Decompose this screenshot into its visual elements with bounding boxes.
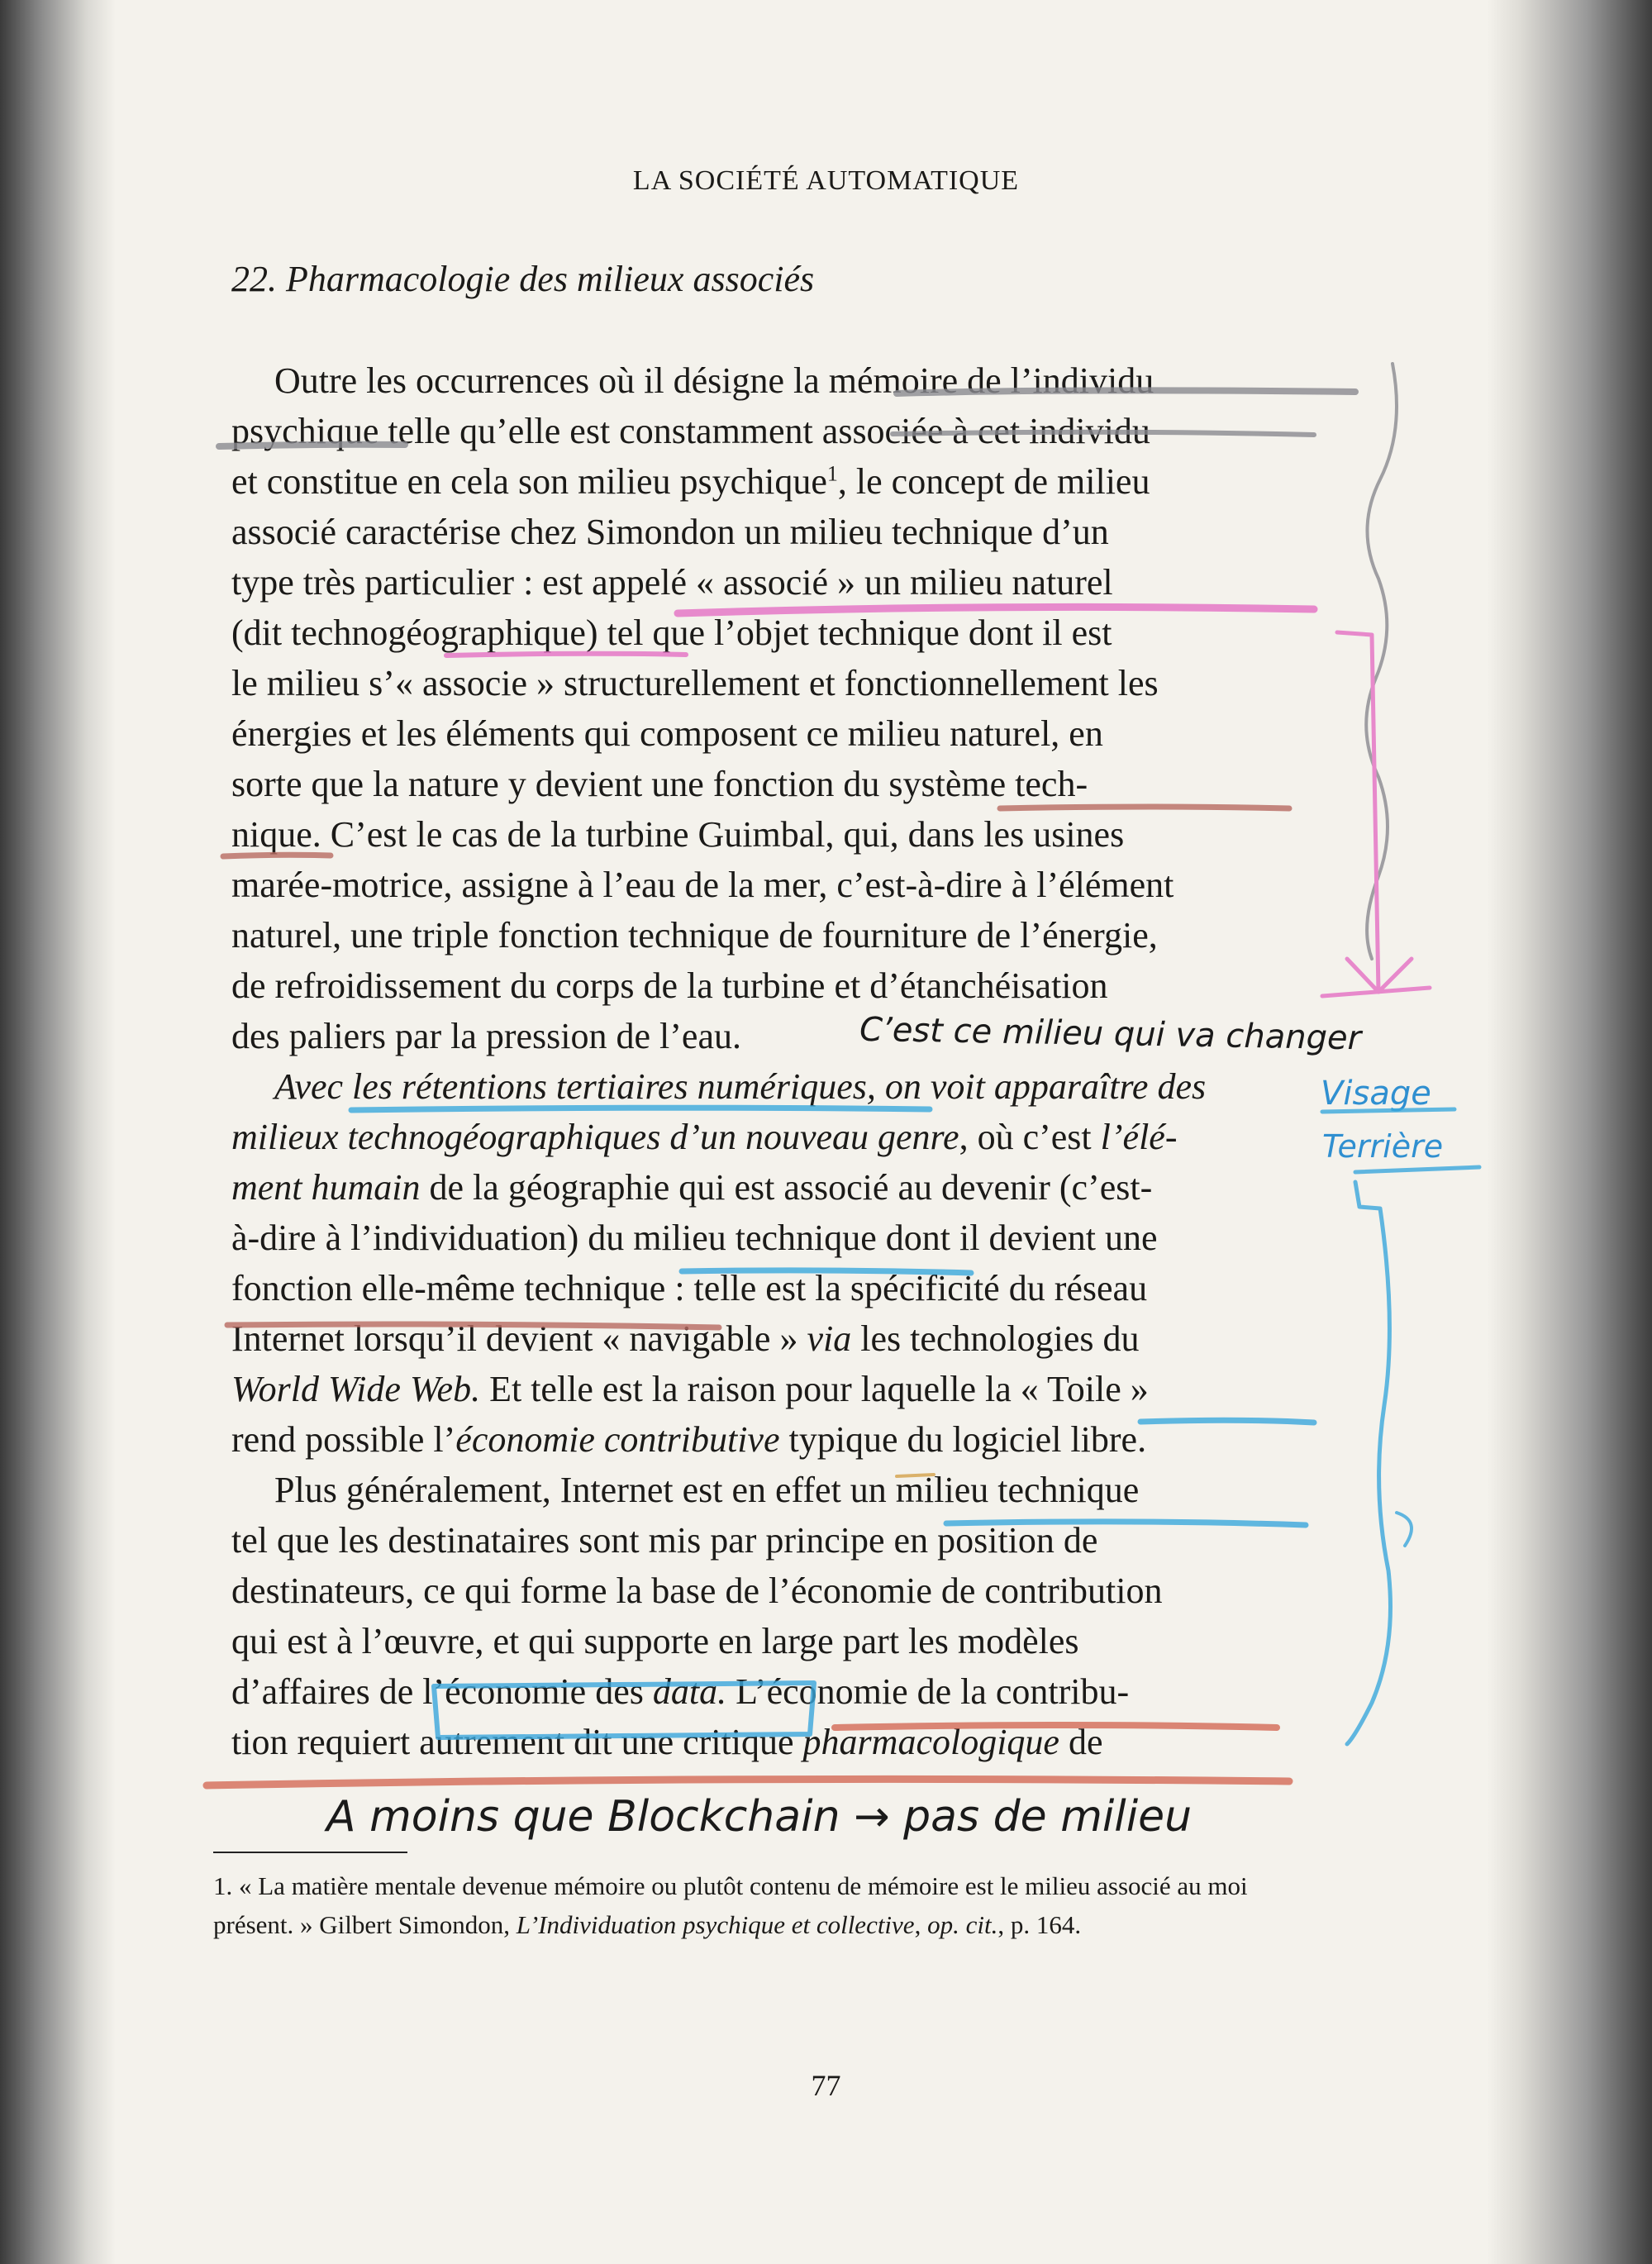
line-text-part: économie contributive: [455, 1419, 780, 1460]
footnote-text: ,: [914, 1910, 928, 1939]
footnote-ref[interactable]: 1: [826, 461, 838, 486]
margin-arrow-pink: [1322, 988, 1430, 996]
line-text-part: rend possible l’: [231, 1419, 456, 1460]
line-text: des paliers par la pression de l’eau.: [231, 1016, 741, 1056]
line-text: psychique telle qu’elle est constamment associée à cet individu: [231, 411, 1150, 451]
text-line: [231, 809, 1310, 860]
scan-shadow-right: [1487, 0, 1652, 2264]
text-line: [231, 1263, 1310, 1313]
text-line: [231, 1364, 1310, 1414]
line-text: nique. C’est le cas de la turbine Guimbal, qui, dans les usines: [231, 814, 1125, 855]
line-text: type très particulier : est appelé « associé » un milieu naturel: [231, 562, 1113, 603]
line-text: fonction elle-même technique : telle est la spécificité du réseau: [231, 1268, 1148, 1308]
line-text: associé caractérise chez Simondon un milieu technique d’un: [231, 512, 1109, 552]
line-text: tel que les destinataires sont mis par principe en position de: [231, 1520, 1098, 1561]
line-text-part: via: [807, 1318, 852, 1359]
running-header: LA SOCIÉTÉ AUTOMATIQUE: [632, 165, 1020, 196]
text-line: [231, 507, 1310, 557]
line-text: (dit technogéographique) tel que l’objet technique dont il est: [231, 612, 1112, 653]
text-line: [231, 759, 1310, 809]
handwritten-note-milieu: C’est ce milieu qui va changer: [859, 1010, 1362, 1058]
line-text-part: World Wide Web.: [231, 1369, 481, 1409]
underline-blue: [1355, 1167, 1479, 1172]
line-text-part: Internet lorsqu’il devient « navigable »: [231, 1318, 807, 1359]
text-line: [231, 608, 1310, 658]
page-number: 77: [811, 2069, 841, 2102]
line-text: énergies et les éléments qui composent ce milieu naturel, en: [231, 713, 1103, 754]
line-text: Avec les rétentions tertiaires numériques, on voit apparaître des: [274, 1066, 1207, 1107]
line-text: [231, 1717, 1102, 1767]
line-text-part: les technologies du: [851, 1318, 1140, 1359]
margin-bracket-blue: [1347, 1182, 1391, 1744]
line-text-part: d’affaires de l’économie des: [231, 1671, 653, 1712]
line-text-part: , où c’est: [959, 1117, 1101, 1157]
text-line: [231, 557, 1310, 608]
line-text-part: typique du logiciel libre.: [779, 1419, 1147, 1460]
text-line: [231, 1465, 1310, 1515]
scan-shadow-left: [0, 0, 116, 2264]
text-line: [231, 1515, 1310, 1566]
footnote-text: 1. « La matière mentale devenue mémoire ou plutôt contenu de mémoire est le milieu associé au moi présent. » Gilbert Simondon,: [213, 1871, 1248, 1939]
line-text: [231, 1666, 1129, 1717]
line-text-part: et constitue en cela son milieu psychique: [231, 461, 827, 502]
text-line: [231, 1616, 1310, 1666]
main-text: [231, 355, 1310, 1767]
text-line: [231, 1414, 1310, 1465]
text-line: [231, 1162, 1310, 1213]
text-line: [231, 1566, 1310, 1616]
line-text: [231, 456, 1150, 507]
handwritten-note-terriere: Terrière: [1322, 1128, 1444, 1165]
footnote-book-title: L’Individuation psychique et collective: [516, 1910, 915, 1939]
text-line: [231, 1666, 1310, 1717]
text-line: [231, 1061, 1310, 1112]
text-line: [231, 658, 1310, 708]
margin-bracket-gray: [1366, 364, 1397, 959]
text-line: [231, 456, 1310, 507]
text-line: [231, 1717, 1310, 1767]
line-text: marée-motrice, assigne à l’eau de la mer, c’est-à-dire à l’élément: [231, 865, 1174, 905]
text-line: [231, 708, 1310, 759]
text-line: [231, 355, 1310, 406]
footnote-text: , p. 164.: [997, 1910, 1082, 1939]
margin-arrow-pink: [1347, 959, 1412, 992]
line-text: de refroidissement du corps de la turbine et d’étanchéisation: [231, 965, 1108, 1006]
line-text: [231, 1364, 1149, 1414]
footnote-rule: [213, 1852, 407, 1853]
line-text-part: Et telle est la raison pour laquelle la « Toile »: [480, 1369, 1149, 1409]
margin-bracket-blue: [1397, 1513, 1412, 1546]
line-text-part: data.: [652, 1671, 727, 1712]
text-line: [231, 910, 1310, 960]
text-line: [231, 1313, 1310, 1364]
handwritten-note-blockchain: A moins que Blockchain → pas de milieu: [326, 1792, 1193, 1842]
line-text: [231, 1313, 1140, 1364]
line-text-part: L’économie de la contribu-: [726, 1671, 1130, 1712]
text-line: [231, 1213, 1310, 1263]
text-line: [231, 860, 1310, 910]
line-text: [231, 1112, 1177, 1162]
underline-red: [207, 1779, 1289, 1785]
line-text-part: tion requiert autrement dit une critique: [231, 1722, 803, 1762]
handwritten-note-visage: Visage: [1321, 1075, 1431, 1113]
text-line: [231, 406, 1310, 456]
margin-arrow-pink: [1337, 632, 1378, 992]
line-text: à-dire à l’individuation) du milieu technique dont il devient une: [231, 1218, 1158, 1258]
line-text-part: ment humain: [231, 1167, 421, 1208]
footnote-text: op. cit.: [927, 1910, 998, 1939]
chapter-title: 22. Pharmacologie des milieux associés: [231, 259, 815, 299]
line-text-part: de: [1059, 1722, 1103, 1762]
text-line: [231, 1112, 1310, 1162]
line-text: qui est à l’œuvre, et qui supporte en large part les modèles: [231, 1621, 1079, 1661]
line-text-part: de la géographie qui est associé au devenir (c’est-: [420, 1167, 1153, 1208]
line-text-part: , le concept de milieu: [837, 461, 1150, 502]
footnote: [213, 1866, 1296, 1944]
line-text: le milieu s’« associe » structurellement et fonctionnellement les: [231, 663, 1159, 703]
line-text: Plus généralement, Internet est en effet un milieu technique: [274, 1470, 1140, 1510]
line-text: [231, 1414, 1146, 1465]
line-text: sorte que la nature y devient une fonction du système tech-: [231, 764, 1088, 804]
line-text: naturel, une triple fonction technique de fourniture de l’énergie,: [231, 915, 1158, 956]
line-text: [231, 1162, 1152, 1213]
line-text: destinateurs, ce qui forme la base de l’économie de contribution: [231, 1571, 1163, 1611]
line-text-part: pharmacologique: [802, 1722, 1059, 1762]
line-text-part: l’élé-: [1100, 1117, 1178, 1157]
line-text: Outre les occurrences où il désigne la mémoire de l’individu: [274, 360, 1154, 401]
line-text-part: milieux technogéographiques d’un nouveau genre: [231, 1117, 959, 1157]
text-line: [231, 960, 1310, 1011]
